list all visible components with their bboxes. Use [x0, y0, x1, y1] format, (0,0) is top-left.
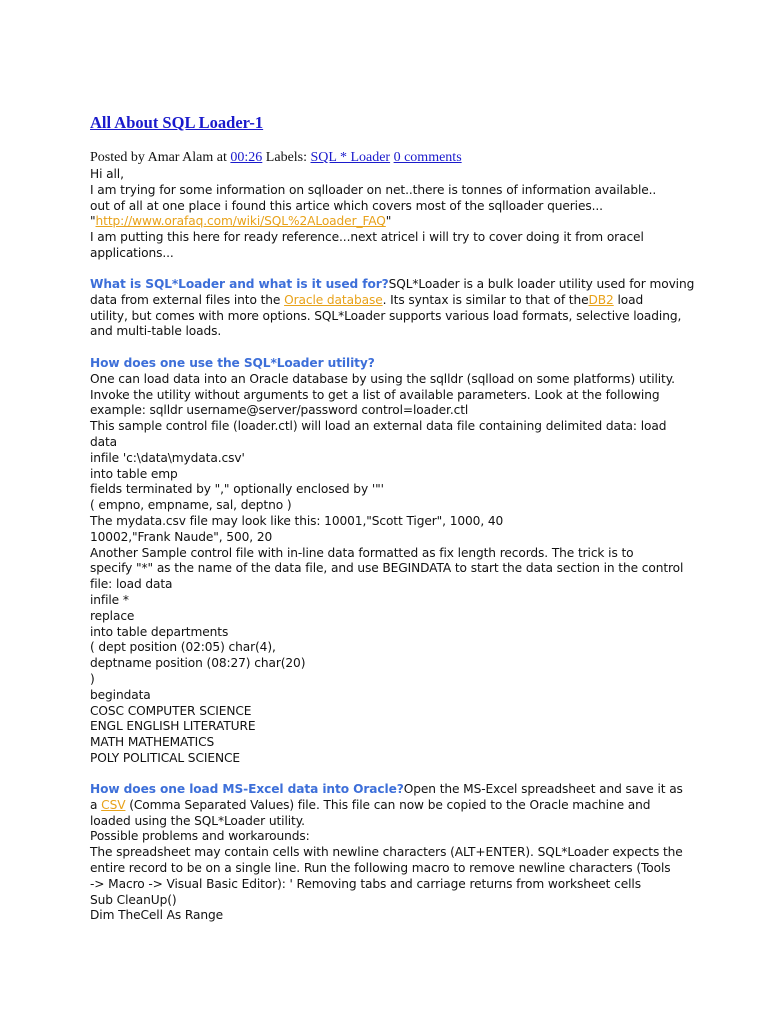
body-line: Possible problems and workarounds: [90, 829, 310, 844]
section-line: utility, but comes with more options. SQL*Loader supports various load formats, selective loading, [90, 308, 682, 323]
section-body [90, 371, 684, 767]
body-line: ( dept position (02:05) char(4), [90, 640, 276, 655]
body-line: Dim TheCell As Range [90, 908, 224, 923]
post-title-link[interactable]: All About SQL Loader-1 [90, 113, 264, 132]
body-line: Invoke the utility without arguments to get a list of available parameters. Look at the following [90, 387, 660, 402]
section-text: . Its syntax is similar to that of the [382, 292, 589, 307]
body-line: specify "*" as the name of the data file, and use BEGINDATA to start the data section in the control [90, 561, 684, 576]
at-text: at [213, 150, 231, 165]
body-line: -> Macro -> Visual Basic Editor): ' Removing tabs and carriage returns from worksheet cells [90, 876, 641, 891]
intro-line: applications... [90, 245, 174, 260]
body-line: ( empno, empname, sal, deptno ) [90, 498, 292, 513]
body-line: Sub CleanUp() [90, 892, 177, 907]
section-line [90, 277, 695, 293]
body-line: The spreadsheet may contain cells with newline characters (ALT+ENTER). SQL*Loader expects the [90, 845, 683, 860]
section-text: data from external files into the [90, 292, 285, 307]
intro-line: I am trying for some information on sqlloader on net..there is tonnes of information available.. [90, 182, 657, 197]
section-question: What is SQL*Loader and what is it used for? [90, 277, 389, 291]
section-what-is-sqlloader [90, 277, 695, 340]
body-line: infile 'c:\data\mydata.csv' [90, 450, 245, 465]
post-byline [90, 150, 462, 166]
section-body [90, 813, 683, 925]
body-line: entire record to be on a single line. Run the following macro to remove newline characters (Tools [90, 860, 671, 875]
intro-paragraph [90, 167, 680, 262]
label-link[interactable]: SQL * Loader [310, 150, 391, 165]
section-question: How does one use the SQL*Loader utility? [90, 356, 375, 370]
body-line: into table departments [90, 624, 229, 639]
oracle-database-link[interactable]: Oracle database [284, 292, 383, 307]
body-line: fields terminated by "," optionally enclosed by '"' [90, 482, 384, 497]
section-line [90, 293, 680, 309]
body-line: MATH MATHEMATICS [90, 735, 215, 750]
section-line [90, 798, 680, 814]
body-line: deptname position (08:27) char(20) [90, 656, 306, 671]
body-line: ENGL ENGLISH LITERATURE [90, 719, 256, 734]
section-question: How does one load MS-Excel data into Oracle? [90, 782, 404, 796]
section-how-to-use [90, 356, 684, 767]
body-line: 10002,"Frank Naude", 500, 20 [90, 529, 273, 544]
comments-link[interactable]: 0 comments [393, 150, 462, 165]
csv-link[interactable]: CSV [101, 797, 126, 812]
body-line: Another Sample control file with in-line data formatted as fix length records. The trick is to [90, 545, 634, 560]
body-line: ) [90, 671, 95, 686]
section-line [90, 782, 683, 798]
body-line: The mydata.csv file may look like this: 10001,"Scott Tiger", 1000, 40 [90, 513, 504, 528]
author-name: Amar Alam [147, 150, 214, 165]
intro-link-line [90, 214, 680, 230]
body-line: infile * [90, 592, 129, 607]
post-time-link[interactable]: 00:26 [230, 150, 263, 165]
section-text: a [90, 797, 102, 812]
body-line: One can load data into an Oracle database by using the sqlldr (sqlload on some platforms) utility. [90, 371, 675, 386]
labels-prefix: Labels: [262, 150, 311, 165]
db2-link[interactable]: DB2 [588, 292, 614, 307]
body-line: into table emp [90, 466, 178, 481]
body-line: This sample control file (loader.ctl) will load an external data file containing delimited data: load [90, 419, 667, 434]
section-text: Open the MS-Excel spreadsheet and save it as [403, 782, 683, 796]
body-line: file: load data [90, 577, 173, 592]
body-line: begindata [90, 687, 151, 702]
body-line: example: sqlldr username@server/password control=loader.ctl [90, 403, 469, 418]
section-text: load [613, 292, 644, 307]
section-line: and multi-table loads. [90, 324, 222, 339]
section-text: SQL*Loader is a bulk loader utility used for moving [388, 277, 695, 291]
intro-line: out of all at one place i found this artice which covers most of the sqlloader queries... [90, 198, 603, 213]
body-line: replace [90, 608, 135, 623]
posted-by-prefix: Posted by [90, 150, 148, 165]
orafaq-link[interactable]: http://www.orafaq.com/wiki/SQL%2ALoader_FAQ [95, 214, 386, 229]
section-text: (Comma Separated Values) file. This file can now be copied to the Oracle machine and [125, 797, 651, 812]
body-line: COSC COMPUTER SCIENCE [90, 703, 252, 718]
body-line: data [90, 434, 118, 449]
body-line: POLY POLITICAL SCIENCE [90, 750, 240, 765]
intro-line: Hi all, [90, 167, 124, 181]
quote-mark: " [90, 214, 96, 229]
quote-mark: " [385, 214, 392, 229]
body-line: loaded using the SQL*Loader utility. [90, 813, 305, 828]
section-ms-excel [90, 782, 683, 924]
intro-line: I am putting this here for ready reference...next atricel i will try to cover doing it from oracel [90, 230, 644, 245]
